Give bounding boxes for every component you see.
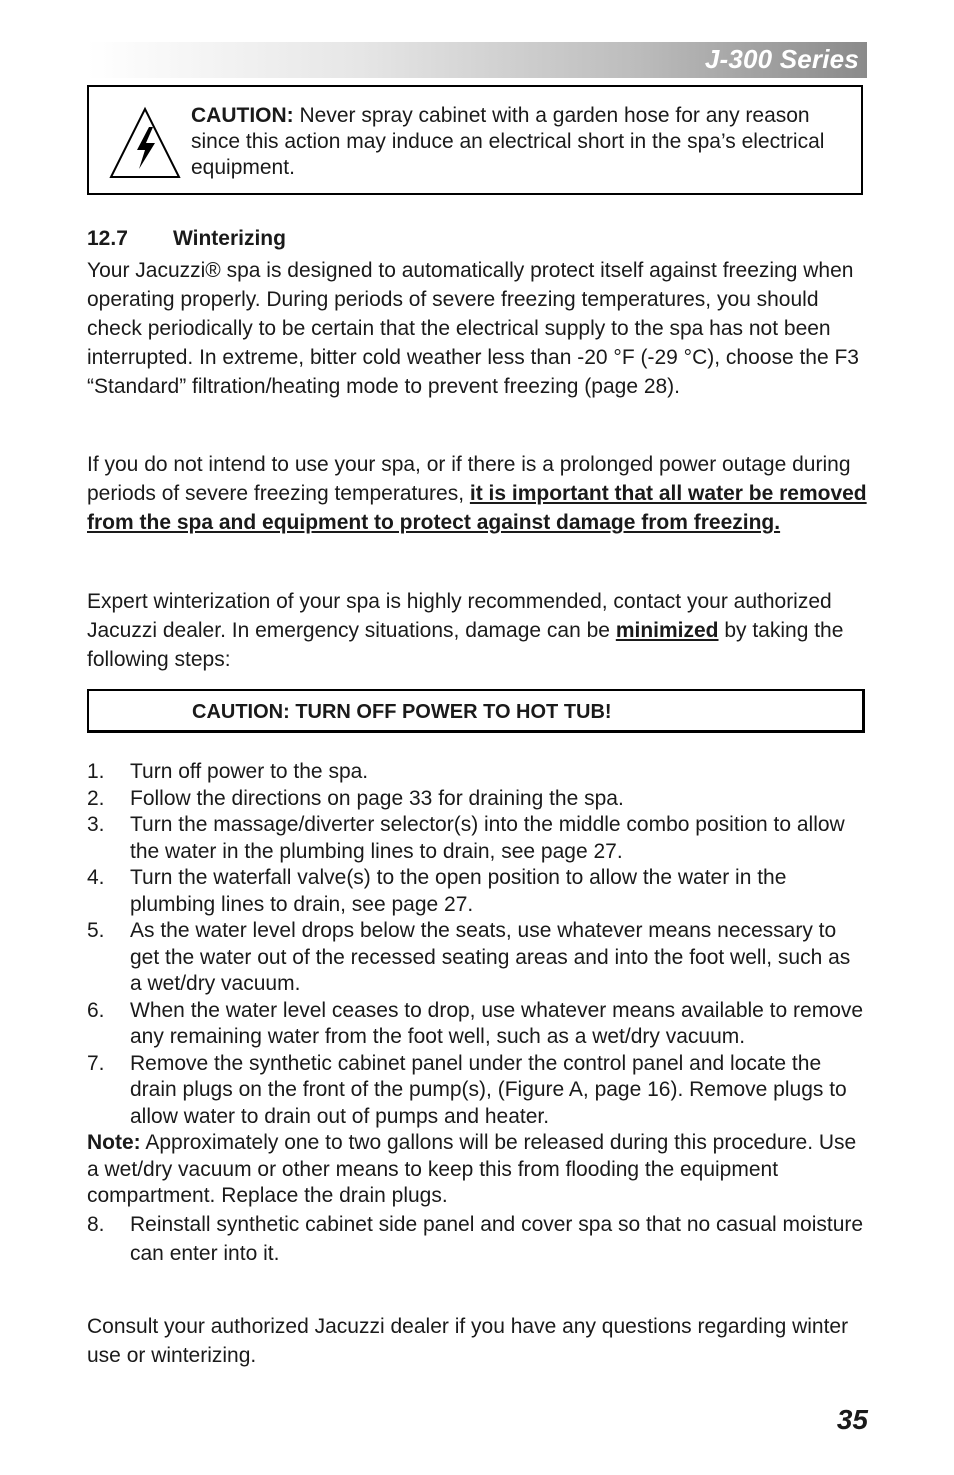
step-number: 3. (87, 813, 105, 836)
paragraph-expert (87, 587, 867, 674)
list-item (87, 759, 867, 786)
paragraph-expert-end: by taking the following steps: (87, 619, 844, 671)
page-number: 35 (836, 1404, 868, 1435)
step-number: 5. (87, 919, 105, 942)
step-text: Follow the directions on page 33 for draining the spa. (130, 786, 624, 810)
list-item (87, 786, 867, 813)
paragraph-power-outage-start: If you do not intend to use your spa, or if there is a prolonged power outage during periods of severe freezing temperatures, (87, 453, 851, 505)
note-text: Approximately one to two gallons will be released during this procedure. Use a wet/dry vacuum or other means to keep this from flooding the equipment compartment. Replace the drain plugs. (87, 1131, 857, 1207)
caution-box-hose (87, 85, 863, 195)
step-number: 7. (87, 1051, 105, 1075)
step-number: 4. (87, 866, 105, 889)
step-text: When the water level ceases to drop, use whatever means available to remove any remaining water from the foot well, such as a wet/dry vacuum. (130, 998, 864, 1048)
section-title: Winterizing (173, 227, 286, 250)
step-text: Reinstall synthetic cabinet side panel and cover spa so that no casual moisture can enter into it. (130, 1212, 864, 1265)
list-item (87, 1051, 867, 1131)
minimized-emphasis: minimized (615, 619, 719, 642)
caution-hose-text (191, 103, 851, 181)
section-heading (87, 227, 286, 251)
list-item (87, 1210, 867, 1268)
paragraph-intro: Your Jacuzzi® spa is designed to automatically protect itself against freezing when operating properly. During periods of severe freezing temperatures, you should check periodically to be certain that the electrical supply to the spa has not been interrupted. In extreme, bitter cold weather less than -20 °F (-29 °C), choose the F3 “Standard” filtration/heating mode to prevent freezing (page 28). (87, 259, 859, 398)
header-bar (87, 42, 867, 78)
step-text: As the water level drops below the seats, use whatever means necessary to get the water out of the recessed seating areas and into the foot well, such as a wet/dry vacuum. (130, 919, 851, 995)
section-number: 12.7 (87, 227, 128, 250)
step-text: Turn the massage/diverter selector(s) into the middle combo position to allow the water in the plumbing lines to drain, see page 27. (130, 813, 845, 863)
caution-label: CAUTION: (191, 104, 294, 127)
step-text: Turn off power to the spa. (130, 760, 369, 783)
list-item (87, 998, 867, 1051)
step-number: 8. (87, 1212, 105, 1236)
step-text: Turn the waterfall valve(s) to the open position to allow the water in the plumbing lines to drain, see page 27. (130, 866, 787, 916)
list-item (87, 918, 867, 998)
electrical-hazard-icon (109, 105, 181, 181)
step-number: 1. (87, 760, 105, 783)
caution-power-text: CAUTION: TURN OFF POWER TO HOT TUB! (192, 701, 612, 723)
steps-list (87, 759, 867, 1268)
paragraph-power-outage (87, 450, 867, 537)
important-warning: it is important that all water be removed from the spa and equipment to protect against damage from freezing. (87, 482, 867, 534)
step-text: Remove the synthetic cabinet panel under the control panel and locate the drain plugs on the front of the pump(s), (Figure A, page 16). Remove plugs to allow water to drain out of pumps and heater. (130, 1051, 847, 1128)
paragraph-expert-start: Expert winterization of your spa is highly recommended, contact your authorized Jacuzzi dealer. In emergency situations, damage can be (87, 590, 832, 642)
step-number: 6. (87, 998, 105, 1022)
list-item (87, 812, 867, 865)
caution-box-power (87, 689, 865, 733)
note-label: Note: (87, 1131, 141, 1154)
list-item (87, 865, 867, 918)
step-number: 2. (87, 786, 105, 810)
note (87, 1130, 867, 1210)
paragraph-closing: Consult your authorized Jacuzzi dealer if you have any questions regarding winter use or winterizing. (87, 1315, 849, 1367)
series-title: J-300 Series (704, 44, 859, 74)
caution-body: Never spray cabinet with a garden hose for any reason since this action may induce an electrical short in the spa’s electrical equipment. (191, 104, 825, 179)
